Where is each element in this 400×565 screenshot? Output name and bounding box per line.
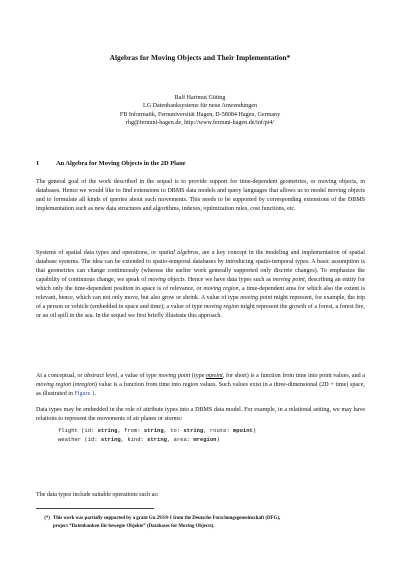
code-block	[58, 427, 256, 444]
paragraph-2	[36, 249, 365, 321]
emphasis: spatial algebras	[158, 250, 199, 256]
paragraph-1-text: The general goal of the work described in the sequel is to provide support for time-dependent geometries, or moving objects, in databases. Hence we would like to find extensions to DBMS data models and query languages that allows us to model moving objects and to formulate all kinds of queries about such movements. This needs to be supported by corresponding extensions of the DBMS implementation such as new data structures and algorithms, indexes, optimization rules, cost functions, etc.	[36, 179, 365, 212]
footnote-text: This work was partially supported by a grant Gu 293/8-1 from the Deutsche Forschungsgemeinschaft (DFG),	[53, 516, 281, 521]
code-text: , from:	[117, 427, 144, 434]
code-line-weather	[58, 436, 256, 445]
paper-title: Algebras for Moving Objects and Their Implementation*	[109, 53, 291, 62]
emphasis: moving objects	[148, 277, 185, 283]
code-text: (id:	[81, 435, 101, 443]
emphasis: moving region	[203, 286, 239, 292]
text-span: might represent, for example, the trip of a person or vehicle (embedded in space and time); a value of type	[36, 295, 365, 310]
type-keyword: string	[143, 427, 164, 434]
type-keyword: string	[147, 435, 167, 443]
text-span: , for short) is a function from time into point values, and a	[222, 373, 365, 379]
section-number: 1	[36, 160, 40, 167]
code-line-flight	[58, 427, 256, 436]
text-span: . Hence we have data types such as	[184, 277, 273, 283]
author-block	[0, 94, 400, 127]
emphasis: moving point	[158, 373, 191, 379]
type-keyword: string	[183, 427, 204, 434]
emphasis: moving region	[36, 382, 72, 388]
footnote-rule	[36, 508, 154, 509]
emphasis: mpoint	[206, 373, 223, 379]
code-text: )	[216, 435, 220, 443]
footnote	[36, 515, 354, 530]
figure-1-link[interactable]: Figure 1	[74, 391, 95, 397]
paragraph-5	[36, 491, 365, 500]
emphasis: abstract	[84, 373, 104, 379]
paragraph-4-text: Data types may be embedded in the role of attribute types into a DBMS data model. For example, in a relational setting, we may have relations to represent the movements of air planes or storms:	[36, 407, 365, 422]
emphasis: moving point	[272, 277, 305, 283]
footnote-line-2: project “Datenbanken für bewegte Objekte” (Databases for Moving Objects).	[53, 523, 215, 529]
type-keyword: mpoint	[233, 427, 253, 434]
text-span: Systems of spatial data types and operations, or	[36, 250, 159, 256]
text-span: (	[71, 382, 75, 388]
contact-line: rhg@fernuni-hagen.de, http://www.fernuni-hagen.de/inf/pi4/	[125, 119, 275, 126]
affiliation-line-2: FB Informatik, Fernuniversität Hagen, D-58084 Hagen, Germany	[119, 111, 281, 118]
text-span: , are a key concept in the modeling and implementation of spatial database systems. The idea can be extended to spatio-temporal databases by introducing spatio-temporal types. A basic assumption is that geometries can change continuously (whereas the earlier work generally supported only discrete changes). To emphasize the capability of continuous change, we speak of	[36, 250, 365, 283]
relation-name: flight	[58, 427, 78, 434]
text-span: .	[94, 391, 97, 397]
section-title: An Algebra for Moving Objects in the 2D Plane	[56, 160, 186, 167]
section-heading	[36, 160, 185, 167]
type-keyword: mregion	[193, 435, 217, 443]
relation-name: weather	[58, 435, 82, 443]
type-keyword: string	[100, 435, 121, 443]
emphasis: moving region	[203, 304, 239, 310]
paragraph-3	[36, 372, 365, 399]
text-span: ) value is a function from time into region values. Such values exist in a three-dimensional (2D + time) space, as illustrated in	[36, 382, 365, 397]
text-span: might represent the growth of a forest, a forest fire, or an oil spill in the sea. In the sequel we first briefly illustrate this approach.	[36, 304, 365, 319]
affiliation-line-1: LG Datenbanksysteme für neue Anwendungen	[142, 103, 258, 110]
footnote-line-1	[36, 515, 354, 523]
text-span: At a conceptual, or	[36, 373, 85, 379]
code-text: (id:	[77, 427, 98, 434]
code-text: , route:	[203, 427, 233, 434]
emphasis: mregion	[74, 382, 95, 388]
type-keyword: string	[97, 427, 118, 434]
code-text: , area:	[166, 435, 194, 443]
paragraph-4	[36, 406, 365, 424]
text-span: level, a value of type	[103, 373, 159, 379]
paragraph-1	[36, 178, 365, 214]
author-name: Ralf Hartmut Güting	[174, 95, 226, 101]
text-span: , describing an entity for which only the time-dependent position in space is of relevance, or	[36, 277, 365, 292]
text-span: , a time-dependent area for which also the extent is relevant, hence, which can not only move, but also grow or shrink. A value of type	[36, 286, 365, 301]
footnote-mark: (*)	[44, 516, 50, 521]
code-text: )	[252, 427, 257, 434]
text-span: (type	[190, 373, 207, 379]
emphasis: moving point	[240, 295, 273, 301]
paragraph-5-text: The data types include suitable operations such as:	[36, 492, 159, 498]
code-text: , to:	[163, 427, 184, 434]
code-text: , kind:	[120, 435, 148, 443]
